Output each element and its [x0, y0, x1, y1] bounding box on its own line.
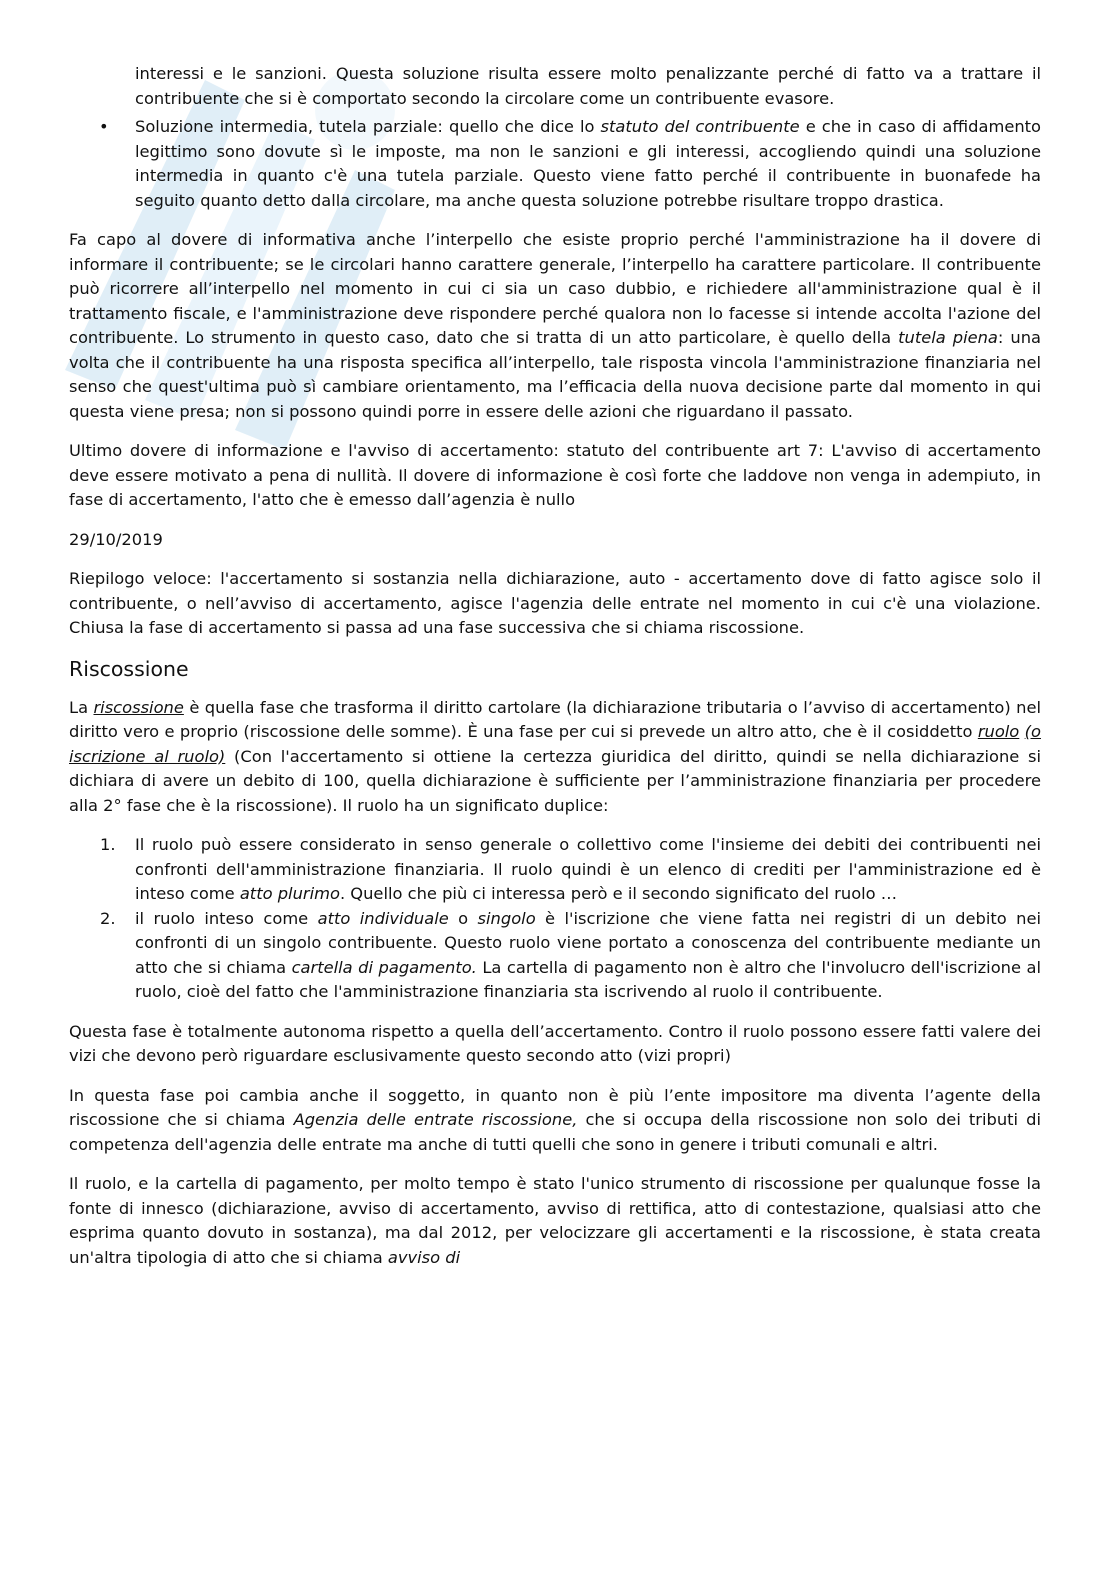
- section-heading: Riscossione: [69, 656, 189, 681]
- list-item: • Soluzione intermedia, tutela parziale: quello che dice lo statuto del contribuente e che in caso di affidamento legittimo sono dovute sì le imposte, ma non le sanzioni e gli interessi, accogliendo quindi una soluzione intermedia in quanto c'è una tutela parziale. Questo viene fatto perché il contribuente in buonafede ha seguito quanto detto dalla circolare, ma anche questa soluzione potrebbe risultare troppo drastica.: [99, 117, 1041, 210]
- paragraph-interpello: Fa capo al dovere di informativa anche l’interpello che esiste proprio perché l'amministrazione ha il dovere di informare il contribuente; se le circolari hanno carattere generale, l’interpello ha carattere particolare. Il contribuente può ricorrere all’interpello nel momento in cui ci sia un caso dubbio, e richiedere all'amministrazione qual è il trattamento fiscale, e l'amministrazione deve rispondere perché qualora non lo facesse si intende accolta l'azione del contribuente. Lo strumento in questo caso, dato che si tratta di un atto particolare, è quello della tutela piena: una volta che il contribuente ha una risposta specifica all’interpello, tale risposta vincola l'amministrazione finanziaria nel senso che quest'ultima può sì cambiare orientamento, ma l’efficacia della nuova decisione parte dal momento in qui questa viene presa; non si possono quindi porre in essere delle azioni che riguardano il passato.: [69, 230, 1041, 421]
- list-item: 1. Il ruolo può essere considerato in senso generale o collettivo come l'insieme dei debiti dei contribuenti nei confronti dell'amministrazione finanziaria. Il ruolo quindi è un elenco di crediti per l'amministrazione ed è inteso come atto plurimo. Quello che più ci interessa però e il secondo significato del ruolo …: [100, 835, 1041, 903]
- bullet-icon: •: [99, 117, 109, 136]
- date-line: 29/10/2019: [69, 529, 163, 549]
- paragraph-riepilogo: Riepilogo veloce: l'accertamento si sostanzia nella dichiarazione, auto - accertamento dove di fatto agisce solo il contribuente, o nell’avviso di accertamento, agisce l'agenzia delle entrate nel momento in cui c'è una violazione. Chiusa la fase di accertamento si passa ad una fase successiva che si chiama riscossione.: [69, 569, 1041, 637]
- paragraph-cartella: Il ruolo, e la cartella di pagamento, per molto tempo è stato l'unico strumento di riscossione per qualunque fosse la fonte di innesco (dichiarazione, avviso di accertamento, avviso di rettifica, atto di contestazione, qualsiasi atto che esprima quanto dovuto in sostanza), ma dal 2012, per velocizzare gli accertamenti e la riscossione, è stata creata un'altra tipologia di atto che si chiama avviso di: [69, 1174, 1041, 1267]
- document-page: [69, 62, 1041, 1285]
- list-item: 2. il ruolo inteso come atto individuale o singolo è l'iscrizione che viene fatta nei registri di un debito nei confronti di un singolo contribuente. Questo ruolo viene portato a conoscenza del contribuente mediante un atto che si chiama cartella di pagamento. La cartella di pagamento non è altro che l'involucro dell'iscrizione al ruolo, cioè del fatto che l'amministrazione finanziaria sta iscrivendo al ruolo il contribuente.: [100, 908, 1041, 1001]
- bullet-list: [69, 115, 1041, 213]
- paragraph-ultimo-dovere: Ultimo dovere di informazione e l'avviso di accertamento: statuto del contribuente art 7: L'avviso di accertamento deve essere motivato a pena di nullità. Il dovere di informazione è così forte che laddove non venga in adempiuto, in fase di accertamento, l'atto che è emesso dall’agenzia è nullo: [69, 441, 1041, 509]
- paragraph-riscossione: La riscossione è quella fase che trasforma il diritto cartolare (la dichiarazione tributaria o l’avviso di accertamento) nel diritto vero e proprio (riscossione delle somme). È una fase per cui si prevede un altro atto, che è il cosiddetto ruolo (o iscrizione al ruolo) (Con l'accertamento si ottiene la certezza giuridica del diritto, quindi se nella dichiarazione si dichiara di avere un debito di 100, quella dichiarazione è sufficiente per l’amministrazione finanziaria per procedere alla 2° fase che è la riscossione). Il ruolo ha un significato duplice:: [69, 697, 1042, 815]
- numbered-list: [69, 833, 1041, 1005]
- list-continuation: interessi e le sanzioni. Questa soluzione risulta essere molto penalizzante perché di fatto va a trattare il contribuente che si è comportato secondo la circolare come un contribuente evasore.: [135, 64, 1041, 108]
- paragraph-autonoma: Questa fase è totalmente autonoma rispetto a quella dell’accertamento. Contro il ruolo possono essere fatti valere dei vizi che devono però riguardare esclusivamente questo secondo atto (vizi propri): [69, 1021, 1041, 1065]
- paragraph-soggetto: In questa fase poi cambia anche il soggetto, in quanto non è più l’ente impositore ma diventa l’agente della riscossione che si chiama Agenzia delle entrate riscossione, che si occupa della riscossione non solo dei tributi di competenza dell'agenzia delle entrate ma anche di tutti quelli che sono in genere i tributi comunali e altri.: [69, 1085, 1041, 1154]
